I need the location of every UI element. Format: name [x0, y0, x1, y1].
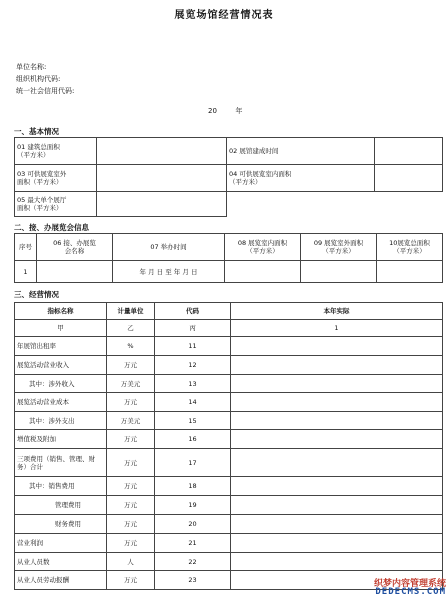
hosted-row — [15, 261, 443, 283]
row-code: 20 — [155, 515, 231, 534]
credit-code-label: 统一社会信用代码: — [16, 87, 75, 95]
row-unit: 万元 — [107, 449, 155, 477]
row-indicator: 其中：涉外支出 — [15, 412, 107, 430]
row-code: 21 — [155, 534, 231, 553]
row-indicator: 展览活动营业收入 — [15, 356, 107, 375]
hosted-exhibitions-table — [14, 233, 443, 283]
watermark-line1: 织梦内容管理系统 — [373, 579, 446, 589]
row-code: 丙 — [155, 320, 231, 337]
section-hosted-heading: 二、接、办展览会信息 — [14, 223, 89, 232]
row-actual — [231, 534, 443, 553]
row-indicator: 其中：销售费用 — [15, 477, 107, 496]
basic-info-table — [14, 137, 443, 217]
col-total-area: 10展览总面积 （平方米） — [377, 234, 443, 261]
row-actual: 1 — [231, 320, 443, 337]
watermark-line2: DEDECMS.COM — [375, 587, 446, 597]
hosted-seq: 1 — [15, 261, 37, 283]
row-actual — [231, 375, 443, 393]
row-code: 18 — [155, 477, 231, 496]
row-unit: 万元 — [107, 477, 155, 496]
year-prefix: 20 — [208, 107, 217, 115]
row-unit: 万元 — [107, 496, 155, 515]
table-row — [15, 553, 443, 571]
col-seq: 序号 — [15, 234, 37, 261]
col-indoor-area: 08 展览室内面积 （平方米） — [225, 234, 301, 261]
row-unit: 万元 — [107, 534, 155, 553]
table-row — [15, 430, 443, 449]
basic-value — [97, 138, 227, 165]
basic-value — [375, 138, 443, 165]
row-indicator: 管理费用 — [15, 496, 107, 515]
section-operation-heading: 三、经营情况 — [14, 290, 59, 299]
basic-row — [15, 192, 443, 217]
hosted-indoor-cell — [225, 261, 301, 283]
site-watermark — [338, 576, 446, 598]
row-code: 15 — [155, 412, 231, 430]
row-code: 23 — [155, 571, 231, 590]
col-hold-time: 07 举办时间 — [113, 234, 225, 261]
row-unit: 人 — [107, 553, 155, 571]
hosted-total-cell — [377, 261, 443, 283]
org-code-label: 组织机构代码: — [16, 75, 61, 83]
col-indicator: 指标名称 — [15, 303, 107, 320]
table-row — [15, 320, 443, 337]
row-indicator: 从业人员数 — [15, 553, 107, 571]
col-unit: 计量单位 — [107, 303, 155, 320]
row-indicator: 甲 — [15, 320, 107, 337]
basic-label: 01 建筑总面积 （平方米） — [15, 138, 97, 165]
basic-empty — [227, 192, 443, 217]
basic-label: 03 可供展览室外 面积（平方米） — [15, 165, 97, 192]
hosted-header-row — [15, 234, 443, 261]
row-indicator: 增值税及附加 — [15, 430, 107, 449]
table-row — [15, 534, 443, 553]
row-actual — [231, 553, 443, 571]
table-row — [15, 393, 443, 412]
hosted-outdoor-cell — [301, 261, 377, 283]
row-indicator: 三项费用（销售、管理、财务）合计 — [15, 449, 107, 477]
row-actual — [231, 356, 443, 375]
basic-row — [15, 165, 443, 192]
row-code: 19 — [155, 496, 231, 515]
row-indicator: 展览活动营业成本 — [15, 393, 107, 412]
row-code: 14 — [155, 393, 231, 412]
unit-name-label: 单位名称: — [16, 63, 47, 71]
row-actual — [231, 515, 443, 534]
row-actual — [231, 477, 443, 496]
table-row — [15, 449, 443, 477]
row-indicator: 其中：涉外收入 — [15, 375, 107, 393]
col-outdoor-area: 09 展览室外面积 （平方米） — [301, 234, 377, 261]
row-code: 22 — [155, 553, 231, 571]
basic-value — [97, 192, 227, 217]
row-unit: 万元 — [107, 571, 155, 590]
col-exhibition-name: 06 接、办展览 会名称 — [37, 234, 113, 261]
table-row — [15, 515, 443, 534]
row-indicator: 财务费用 — [15, 515, 107, 534]
row-code: 17 — [155, 449, 231, 477]
row-indicator: 年展馆出租率 — [15, 337, 107, 356]
row-unit: % — [107, 337, 155, 356]
hosted-time-cell: 年 月 日 至 年 月 日 — [113, 261, 225, 283]
table-row — [15, 337, 443, 356]
row-code: 16 — [155, 430, 231, 449]
row-unit: 万元 — [107, 356, 155, 375]
table-row — [15, 477, 443, 496]
basic-label: 05 最大单个展厅 面积（平方米） — [15, 192, 97, 217]
row-code: 13 — [155, 375, 231, 393]
row-unit: 万元 — [107, 430, 155, 449]
basic-value — [97, 165, 227, 192]
basic-value — [375, 165, 443, 192]
basic-label: 02 展馆建成时间 — [227, 138, 375, 165]
row-unit: 万美元 — [107, 412, 155, 430]
hosted-name-cell — [37, 261, 113, 283]
page-title: 展览场馆经营情况表 — [174, 10, 274, 21]
year-suffix: 年 — [235, 107, 243, 115]
row-unit: 万美元 — [107, 375, 155, 393]
row-actual — [231, 393, 443, 412]
table-row — [15, 356, 443, 375]
row-actual — [231, 496, 443, 515]
row-unit: 万元 — [107, 393, 155, 412]
row-actual — [231, 449, 443, 477]
row-code: 12 — [155, 356, 231, 375]
table-row — [15, 375, 443, 393]
col-code: 代码 — [155, 303, 231, 320]
operation-table — [14, 302, 443, 590]
section-basic-heading: 一、基本情况 — [14, 127, 59, 136]
report-year — [208, 106, 242, 116]
row-indicator: 从业人员劳动报酬 — [15, 571, 107, 590]
operation-header-row — [15, 303, 443, 320]
row-actual — [231, 430, 443, 449]
basic-label: 04 可供展览室内面积 （平方米） — [227, 165, 375, 192]
row-actual — [231, 412, 443, 430]
row-actual — [231, 337, 443, 356]
table-row — [15, 496, 443, 515]
table-row — [15, 412, 443, 430]
row-unit: 乙 — [107, 320, 155, 337]
row-indicator: 营业利润 — [15, 534, 107, 553]
row-unit: 万元 — [107, 515, 155, 534]
col-actual: 本年实际 — [231, 303, 443, 320]
basic-row — [15, 138, 443, 165]
row-code: 11 — [155, 337, 231, 356]
